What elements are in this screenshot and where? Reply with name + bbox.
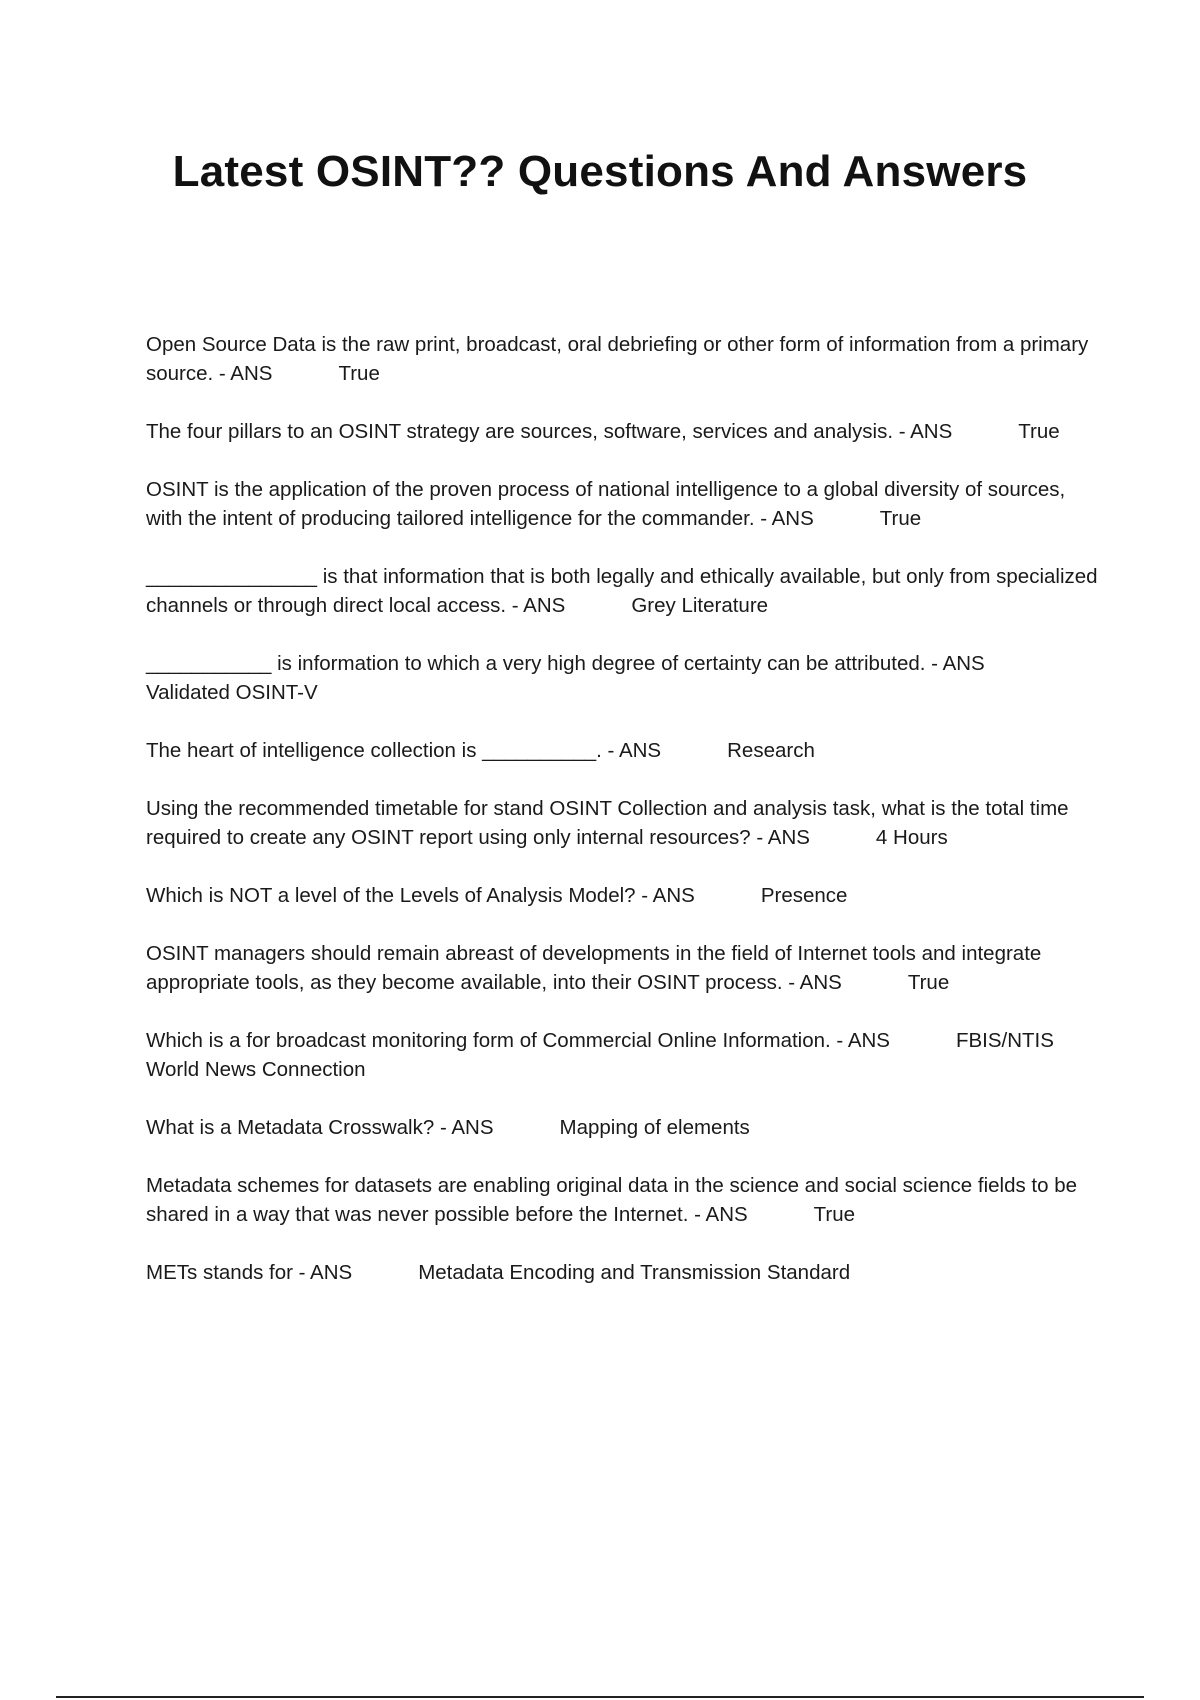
qa-item xyxy=(146,1258,1101,1287)
answer-text: FBIS/NTIS World News Connection xyxy=(146,1029,1060,1081)
question-text: Which is NOT a level of the Levels of Analysis Model? - ANS xyxy=(146,884,695,907)
answer-text: 4 Hours xyxy=(875,826,948,849)
qa-item xyxy=(146,794,1101,852)
answer-text: Research xyxy=(727,739,815,762)
question-text: Which is a for broadcast monitoring form of Commercial Online Information. - ANS xyxy=(146,1029,890,1052)
question-text: OSINT is the application of the proven process of national intelligence to a global diversity of sources, with the intent of producing tailored intelligence for the commander. - ANS xyxy=(146,478,1071,530)
answer-text: Presence xyxy=(760,884,848,907)
qa-item xyxy=(146,881,1101,910)
question-text: METs stands for - ANS xyxy=(146,1261,353,1284)
question-text: Open Source Data is the raw print, broadcast, oral debriefing or other form of information from a primary source. - ANS xyxy=(146,333,1094,385)
question-text: Using the recommended timetable for stand OSINT Collection and analysis task, what is the total time required to create any OSINT report using only internal resources? - ANS xyxy=(146,797,1075,849)
answer-text: True xyxy=(879,507,922,530)
qa-item xyxy=(146,1171,1101,1229)
question-text: OSINT managers should remain abreast of developments in the field of Internet tools and integrate appropriate tools, as they become available, into their OSINT process. - ANS xyxy=(146,942,1048,994)
qa-item xyxy=(146,417,1101,446)
question-text: The heart of intelligence collection is __________. - ANS xyxy=(146,739,662,762)
answer-text: True xyxy=(338,362,380,385)
qa-item xyxy=(146,1113,1101,1142)
qa-item xyxy=(146,1026,1101,1084)
question-text: The four pillars to an OSINT strategy are sources, software, services and analysis. - ANS xyxy=(146,420,953,443)
qa-list xyxy=(146,330,1104,1316)
question-text: _______________ is that information that is both legally and ethically available, but only from specialized channels or through direct local access. - ANS xyxy=(146,565,1104,617)
question-text: What is a Metadata Crosswalk? - ANS xyxy=(146,1116,494,1139)
question-text: ___________ is information to which a very high degree of certainty can be attributed. - ANS xyxy=(146,652,985,675)
footer-divider xyxy=(56,1696,1144,1698)
qa-item xyxy=(146,939,1101,997)
answer-text: Grey Literature xyxy=(631,594,769,617)
qa-item xyxy=(146,330,1101,388)
qa-item xyxy=(146,736,1101,765)
qa-item xyxy=(146,562,1104,620)
question-text: Metadata schemes for datasets are enabling original data in the science and social science fields to be shared in a way that was never possible before the Internet. - ANS xyxy=(146,1174,1083,1226)
page-title: Latest OSINT?? Questions And Answers xyxy=(172,147,1028,196)
answer-text: True xyxy=(813,1203,856,1226)
qa-item xyxy=(146,649,1101,707)
answer-text: Mapping of elements xyxy=(559,1116,750,1139)
qa-item xyxy=(146,475,1101,533)
answer-text: Validated OSINT-V xyxy=(146,681,318,704)
answer-text: True xyxy=(1018,420,1060,443)
answer-text: Metadata Encoding and Transmission Standard xyxy=(418,1261,851,1284)
answer-text: True xyxy=(907,971,950,994)
